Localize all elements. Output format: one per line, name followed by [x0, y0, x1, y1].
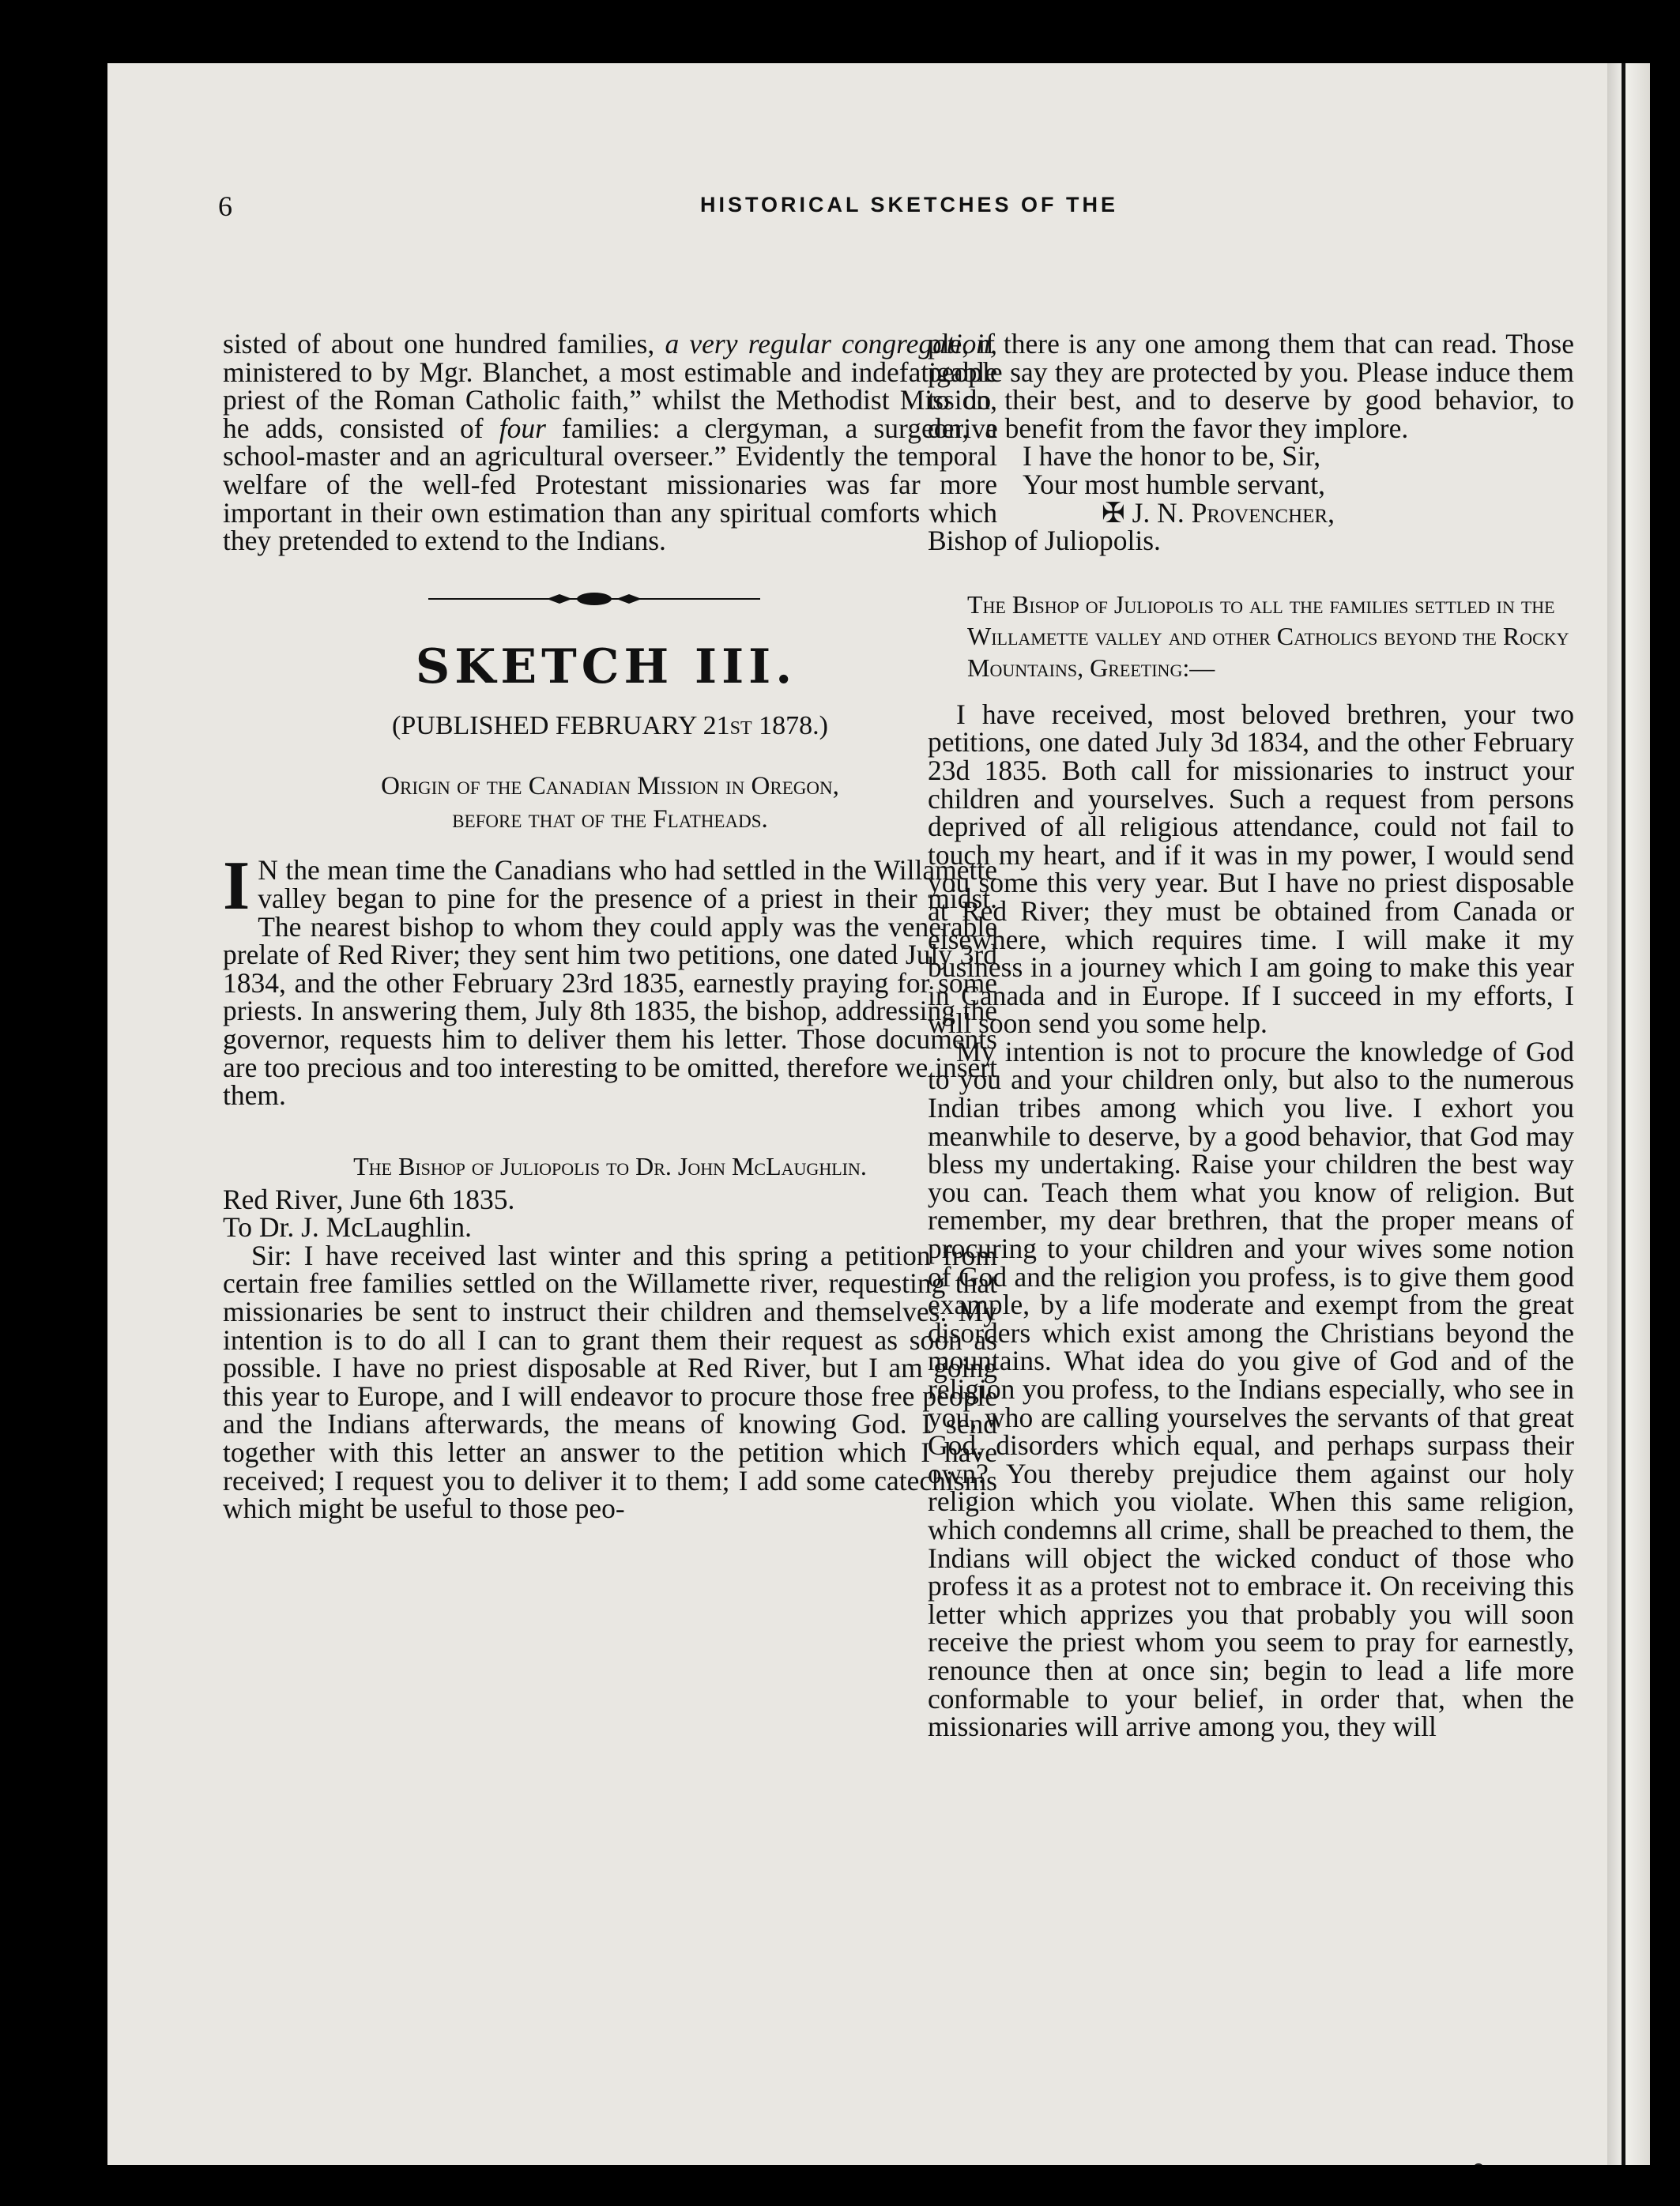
paragraph: My intention is not to procure the knowledge of God to you and your children only, but also to the numerous Indian tribes among which you live. I exhort you meanwhile to deserve, by a good behavior, that God may bless my undertaking. Raise your children the best way you can. Teach them what you know of religion. But remember, my dear brethren, that the proper means of procuring to your children and your wives some notion of God and the religion you profess, is to give them good example, by a life moderate and exempt from the great disorders which exist among the Christians beyond the mountains. What idea do you give of God and of the religion you profess, to the Indians especially, who see in you, who are calling yourselves the servants of that great God, disorders which equal, and perhaps surpass their own? You thereby prejudice them against our holy religion which you violate. When this same religion, which condemns all crime, shall be preached to them, the Indians will object the wicked conduct of those who profess it as a protest not to embrace it. On receiving this letter which apprizes you that probably you will soon receive the priest whom you seem to pray for earnestly, renounce then at once sin; begin to lead a life more conformable to your belief, in order that, when the missionaries will arrive among you, they will: [928, 1035, 1574, 1743]
sketch-title: SKETCH III.: [415, 638, 797, 695]
running-title: HISTORICAL SKETCHES OF THE: [700, 193, 1119, 216]
page-number: 6: [218, 190, 232, 222]
page-edge: [1607, 63, 1650, 2165]
paragraph: Sir: I have received last winter and this spring a petition from certain free families settled on the Willamette river, requesting that missionaries be sent to instruct their children and themselves. My intention is to do all I can to grant them their request as soon as possible. I have no priest disposable at Red River, but I am going this year to Europe, and I will endeavor to procure those free people and the Indians afterwards, the means of knowing God. I send together with this letter an answer to the petition which I have received; I request you to deliver it to them; I add some catechisms which might be useful to those peo-: [223, 1239, 997, 1525]
running-header: [107, 190, 1650, 221]
signature: ✠ J. N. Provencher,: [1102, 496, 1335, 529]
paragraph: I have received, most beloved brethren, your two petitions, one dated July 3d 1834, and the other February 23d 1835. Both call for missionaries to instruct your children and yourselves. Such a request from persons deprived of all religious attendance, could not fail to touch my heart, and if it was in my power, I would send you some this very year. But I have no priest disposable at Red River; they must be obtained from Canada or elsewhere, which requires time. I will make it my business in a journey which I am going to make this year in Canada and in Europe. If I succeed in my efforts, I will soon send you some help.: [928, 698, 1574, 1040]
letter-heading: The Bishop of Juliopolis to all the families settled in the Willamette valley and other Catholics beyond the Rocky Mountains, Greeting:—: [967, 589, 1569, 682]
signature-title: Bishop of Juliopolis.: [928, 525, 1161, 557]
ornamental-rule: [428, 587, 760, 611]
right-column: [928, 330, 1574, 1741]
closing-line: I have the honor to be, Sir,: [1023, 440, 1321, 472]
section-heading: Origin of the Canadian Mission in Oregon, before that of the Flatheads.: [381, 772, 839, 834]
paragraph: sisted of about one hundred families, a very regular congregation, ministered to by Mgr. Blanchet, a most estimable and indefatigable priest of the Roman Catholic faith,” whilst the Methodist Mission, he adds, consisted of four families: a clergyman, a surgeon, a school-master and an agricultural overseer.” Evidently the temporal welfare of the well-fed Protestant missionaries was far more important in their own estimation than any spiritual comforts which they pretended to extend to the Indians.: [223, 328, 997, 557]
letter-heading: The Bishop of Juliopolis to Dr. John McLaughlin.: [353, 1151, 867, 1180]
publication-date: (PUBLISHED FEBRUARY 21st 1878.): [392, 710, 828, 740]
address-line: To Dr. J. McLaughlin.: [223, 1211, 473, 1244]
paragraph: ple, if there is any one among them that can read. Those people say they are protected by you. Please induce them to do their best, and to deserve by good behavior, to derive benefit from the favor they implore.: [928, 328, 1574, 444]
scanned-page: [107, 63, 1650, 2165]
drop-cap: I: [223, 848, 250, 925]
dateline: Red River, June 6th 1835.: [223, 1183, 515, 1215]
left-column: [223, 330, 997, 1523]
closing-line: Your most humble servant,: [1023, 468, 1325, 500]
ink-speck: [1473, 2163, 1484, 2165]
paragraph: I N the mean time the Canadians who had settled in the Willamette valley began to pine for the presence of a priest in their midst. The nearest bishop to whom they could apply was the venerable prelate of Red River; they sent him two petitions, one dated July 3rd 1834, and the other February 23rd 1835, earnestly praying for some priests. In answering them, July 8th 1835, the bishop, addressing the governor, requests him to deliver them his letter. Those documents are too precious and too interesting to be omitted, therefore we insert them.: [223, 848, 997, 1112]
